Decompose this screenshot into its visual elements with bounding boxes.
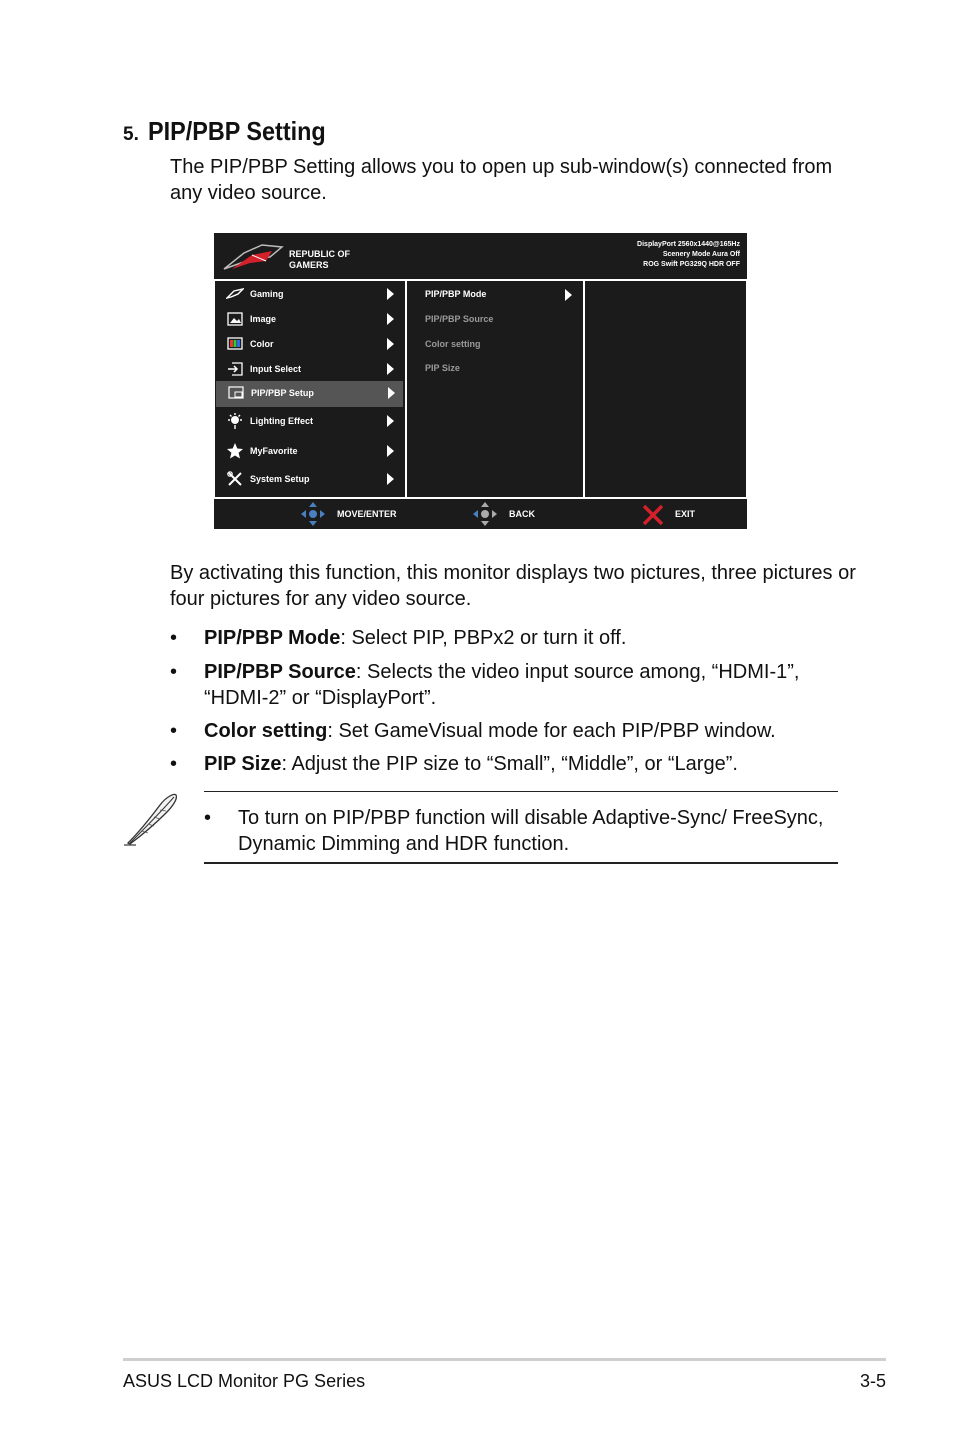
function-paragraph: By activating this function, this monitor displays two pictures, three pictures or four pictures for any video source. [170,562,856,610]
note-divider-top [204,791,838,792]
menu-item-image[interactable] [215,307,403,331]
chevron-right-icon [565,289,572,301]
menu-label: PIP/PBP Setup [251,388,314,398]
bullet-term: Color setting [204,720,328,742]
sub-item-color-setting[interactable]: Color setting [425,339,481,349]
osd-options-panel [585,281,746,497]
back-label: BACK [509,509,535,519]
lighting-icon [226,412,244,430]
bullet-desc: : Set GameVisual mode for each PIP/PBP window. [327,720,776,742]
tools-icon [226,470,244,488]
logo-line-2: GAMERS [289,260,329,270]
menu-label: Image [250,314,277,324]
section-number: 5. [123,124,139,145]
sub-item-pip-pbp-source[interactable]: PIP/PBP Source [425,314,494,324]
status-line: Scenery Mode Aura Off [662,251,740,258]
bullet-desc: : Select PIP, PBPx2 or turn it off. [340,627,627,649]
chevron-right-icon [387,313,394,325]
menu-label: Input Select [250,364,302,374]
menu-label: Color [250,339,274,349]
osd-footer-bar [214,499,747,529]
menu-item-system-setup[interactable] [215,467,403,491]
sub-item-pip-pbp-mode[interactable]: PIP/PBP Mode [425,289,487,299]
chevron-right-icon [387,338,394,350]
menu-label: Lighting Effect [250,416,313,426]
section-heading [123,116,346,147]
logo-line-1: REPUBLIC OF [289,249,351,259]
status-line: ROG Swift PG329Q HDR OFF [643,261,740,268]
gaming-icon [226,285,244,303]
menu-label: Gaming [250,289,284,299]
intro-paragraph: The PIP/PBP Setting allows you to open up sub-window(s) connected from any video source. [170,156,833,204]
nav-pad-icon [300,501,326,527]
back-nav-icon [472,501,498,527]
menu-label: System Setup [250,474,310,484]
chevron-right-icon [387,445,394,457]
chevron-right-icon [387,473,394,485]
star-icon [226,442,244,460]
chevron-right-icon [387,415,394,427]
bullet-term: PIP Size [204,753,282,775]
chevron-right-icon [387,288,394,300]
pip-pbp-icon [227,384,245,402]
input-select-icon [226,360,244,378]
move-enter-label: MOVE/ENTER [337,509,397,519]
sub-item-pip-size[interactable]: PIP Size [425,363,460,373]
rog-eye-icon [222,239,372,275]
note-divider-bottom [204,862,838,864]
chevron-right-icon [388,387,395,399]
bullet-dot: • [204,807,212,829]
chevron-right-icon [387,363,394,375]
osd-sub-menu [407,281,583,497]
bullet-term: PIP/PBP Source [204,661,356,683]
exit-x-icon [641,503,665,527]
footer-title: ASUS LCD Monitor PG Series [123,1371,366,1391]
menu-label: MyFavorite [250,446,298,456]
bullet-dot: • [170,661,178,683]
rog-logo [222,239,372,275]
menu-item-color[interactable] [215,332,403,356]
bullet-dot: • [170,720,178,742]
osd-header [214,233,747,279]
status-line: DisplayPort 2560x1440@165Hz [637,241,740,248]
exit-label: EXIT [675,509,696,519]
image-icon [226,310,244,328]
menu-item-lighting-effect[interactable] [215,409,403,433]
feather-pen-icon [122,791,180,849]
osd-screenshot [214,233,747,529]
section-title: PIP/PBP Setting [148,116,327,146]
note-text: To turn on PIP/PBP function will disable Adaptive-Sync/ FreeSync, Dynamic Dimming and HDR function. [238,807,824,855]
menu-item-gaming[interactable] [215,282,403,306]
bullet-dot: • [170,627,178,649]
osd-status [637,240,740,270]
osd-main-menu [215,281,405,497]
menu-item-input-select[interactable] [215,357,403,381]
bullet-term: PIP/PBP Mode [204,627,341,649]
page-number: 3-5 [859,1371,886,1391]
menu-item-pip-pbp-setup[interactable] [216,381,403,407]
bullet-desc: : Adjust the PIP size to “Small”, “Middle”, or “Large”. [281,753,738,775]
bullet-desc: : Selects the video input source among, “HDMI-1”, “HDMI-2” or “DisplayPort”. [204,661,800,709]
footer-rule [123,1358,886,1361]
bullet-dot: • [170,753,178,775]
color-icon [226,335,244,353]
menu-item-myfavorite[interactable] [215,439,403,463]
